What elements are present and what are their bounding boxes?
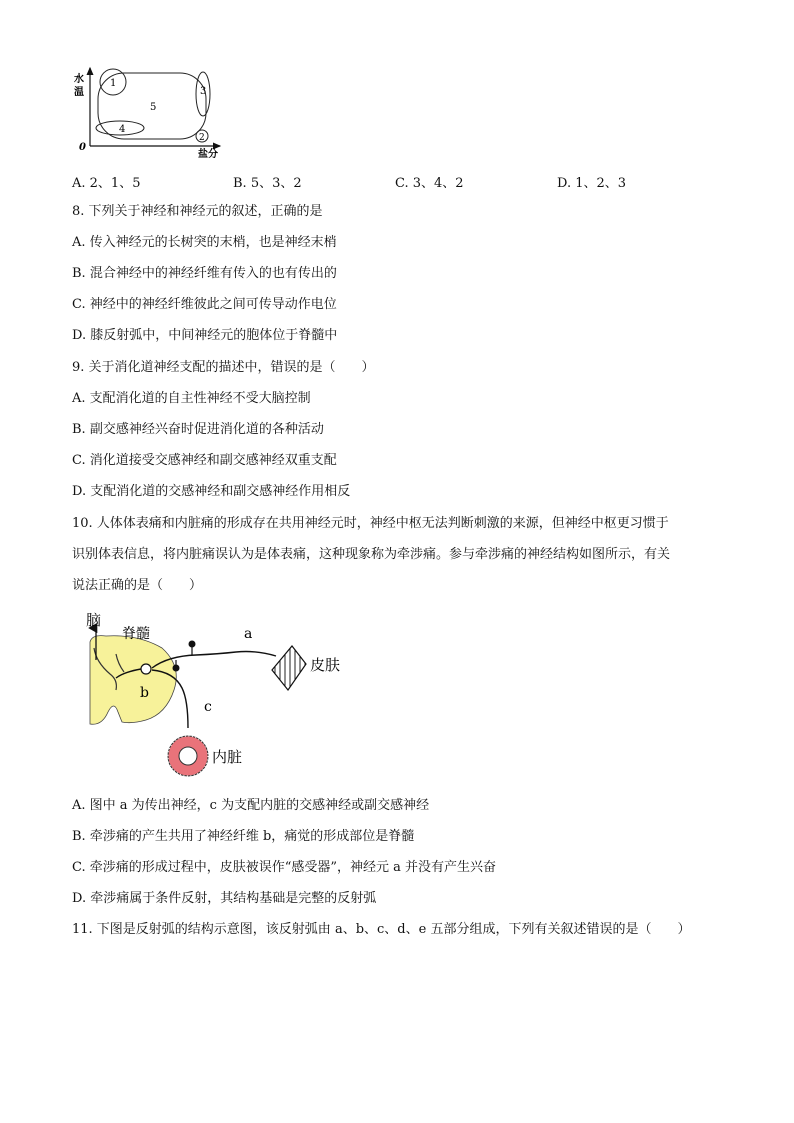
ganglion-c [173, 665, 180, 672]
skin-label: 皮肤 [310, 656, 341, 674]
region-4-label: 4 [119, 124, 126, 135]
referred-pain-diagram [78, 608, 368, 784]
spinal-cord-label: 脊髓 [122, 626, 150, 642]
q9-option-c[interactable]: C. 消化道接受交感神经和副交感神经双重支配 [72, 453, 337, 468]
q7-option-a[interactable]: A. 2、1、5 [72, 176, 141, 191]
viscera-label: 内脏 [212, 748, 243, 766]
q8-option-a[interactable]: A. 传入神经元的长树突的末梢，也是神经末梢 [72, 235, 337, 250]
q10-option-b[interactable]: B. 牵涉痛的产生共用了神经纤维 b，痛觉的形成部位是脊髓 [72, 829, 415, 844]
q11-stem: 11. 下图是反射弧的结构示意图，该反射弧由 a、b、c、d、e 五部分组成，下列有关叙述错误的是（ ） [72, 922, 691, 937]
q10-stem-line-2: 识别体表信息，将内脏痛误认为是体表痛，这种现象称为牵涉痛。参与牵涉痛的神经结构如图所示，有关 [72, 547, 671, 562]
region-3-label: 3 [200, 86, 207, 97]
label-c: c [204, 699, 212, 715]
origin-label: 0 [79, 142, 86, 153]
q7-option-d[interactable]: D. 1、2、3 [557, 176, 627, 191]
label-a: a [244, 626, 253, 642]
label-b: b [140, 685, 149, 701]
q9-option-d[interactable]: D. 支配消化道的交感神经和副交感神经作用相反 [72, 484, 351, 499]
q8-option-b[interactable]: B. 混合神经中的神经纤维有传入的也有传出的 [72, 266, 337, 281]
q8-option-c[interactable]: C. 神经中的神经纤维彼此之间可传导动作电位 [72, 297, 337, 312]
q10-option-d[interactable]: D. 牵涉痛属于条件反射，其结构基础是完整的反射弧 [72, 891, 377, 906]
y-axis-label: 水 [74, 74, 84, 85]
q7-option-b[interactable]: B. 5、3、2 [233, 176, 302, 191]
brain-label: 脑 [86, 611, 102, 629]
temperature-salinity-diagram [70, 66, 230, 160]
region-5-label: 5 [150, 102, 157, 113]
synapse-b [141, 664, 151, 674]
q8-option-d[interactable]: D. 膝反射弧中，中间神经元的胞体位于脊髓中 [72, 328, 338, 343]
region-1-label: 1 [110, 78, 117, 89]
q9-stem: 9. 关于消化道神经支配的描述中，错误的是（ ） [72, 360, 375, 375]
q10-option-c[interactable]: C. 牵涉痛的形成过程中，皮肤被误作“感受器”，神经元 a 并没有产生兴奋 [72, 860, 497, 875]
q8-stem: 8. 下列关于神经和神经元的叙述，正确的是 [72, 204, 323, 219]
x-axis-label: 盐分 [198, 149, 218, 160]
y-axis-label-2: 温 [74, 87, 84, 98]
skin-receptor [272, 646, 306, 690]
q9-option-b[interactable]: B. 副交感神经兴奋时促进消化道的各种活动 [72, 422, 324, 437]
ganglion-a [189, 641, 196, 648]
q9-option-a[interactable]: A. 支配消化道的自主性神经不受大脑控制 [72, 391, 311, 406]
q7-option-c[interactable]: C. 3、4、2 [395, 176, 464, 191]
region-2-label: 2 [199, 133, 205, 143]
spinal-cord-section [90, 636, 176, 725]
q10-stem-line-3: 说法正确的是（ ） [72, 578, 203, 593]
q10-stem-line-1: 10. 人体体表痛和内脏痛的形成存在共用神经元时，神经中枢无法判断刺激的来源，但神经中枢更习惯于 [72, 516, 669, 531]
q10-option-a[interactable]: A. 图中 a 为传出神经，c 为支配内脏的交感神经或副交感神经 [72, 798, 430, 813]
